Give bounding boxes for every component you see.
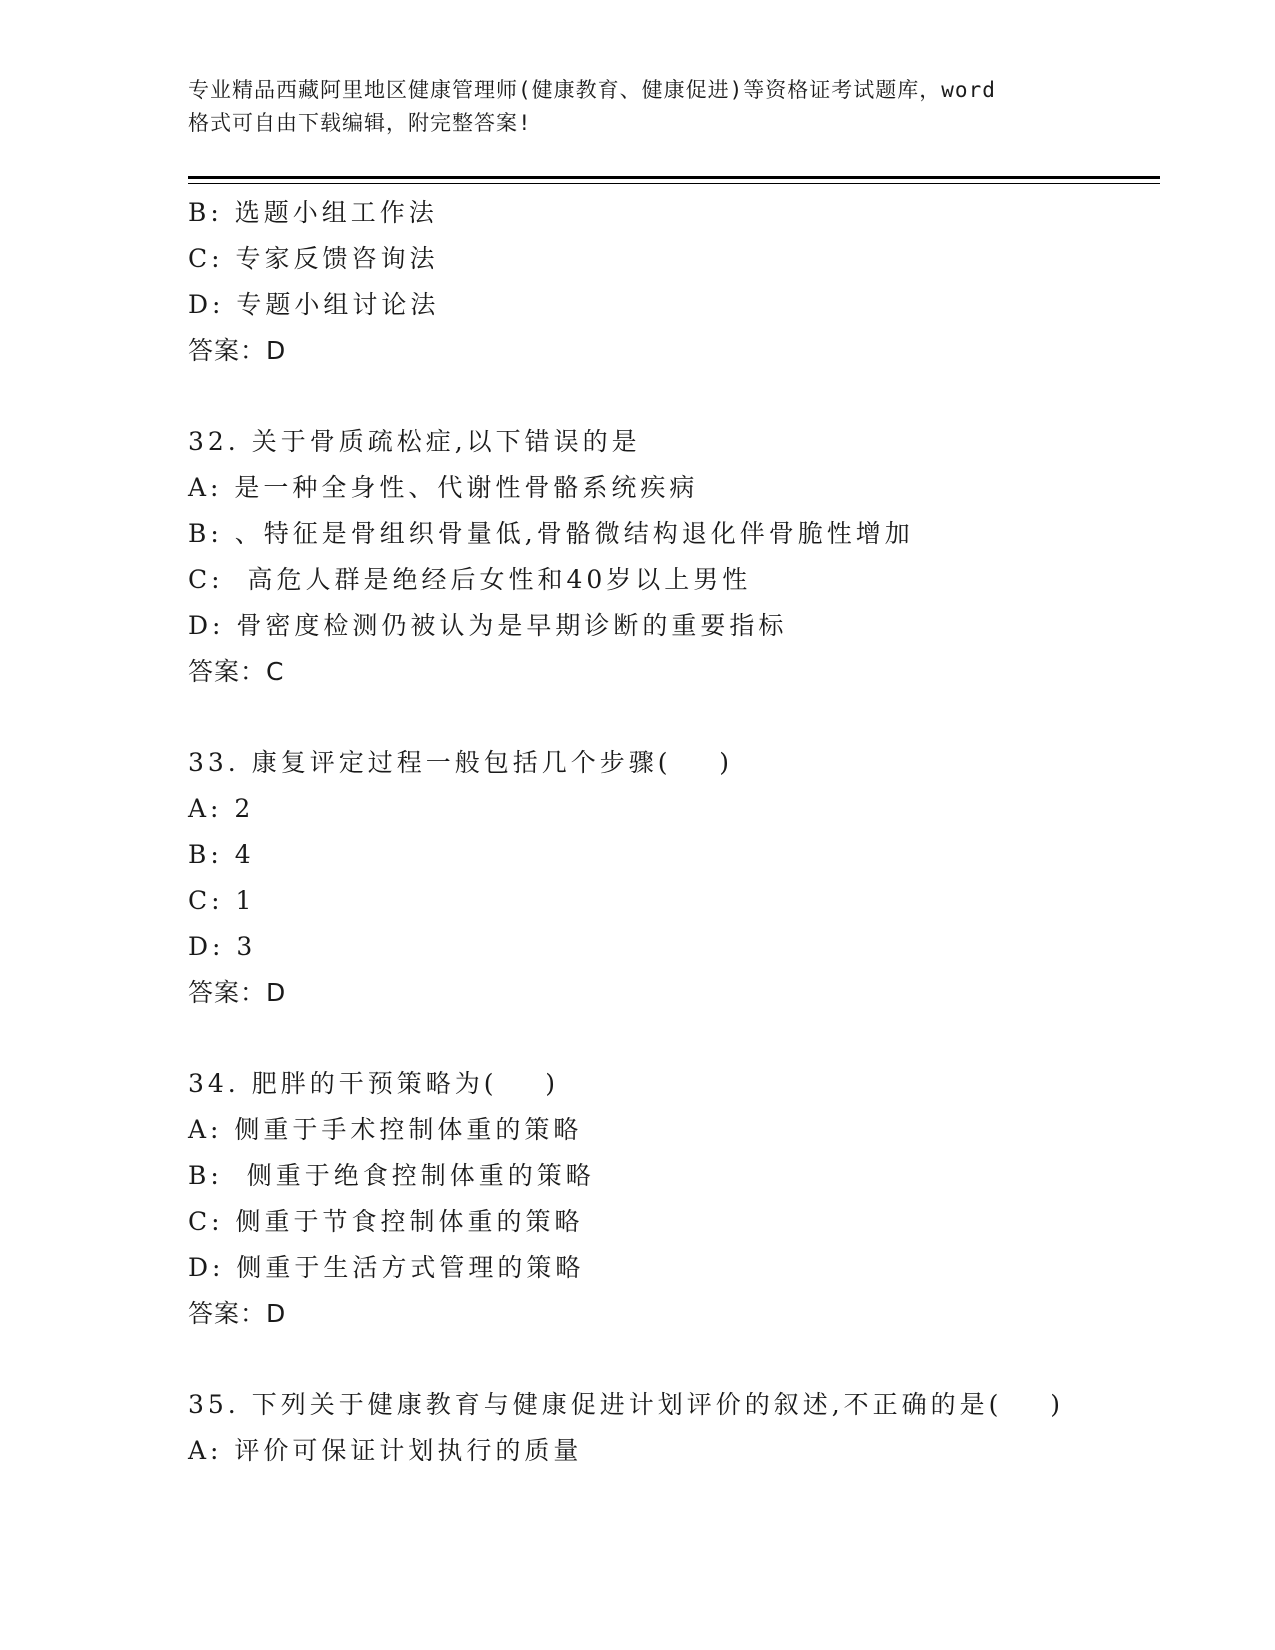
question-stem: 32. 关于骨质疏松症,以下错误的是 [188,427,641,456]
option-d: D: 侧重于生活方式管理的策略 [188,1253,585,1282]
option-c: C: 高危人群是绝经后女性和40岁以上男性 [188,565,752,594]
header-divider-thick [188,176,1160,179]
option-a: A: 是一种全身性、代谢性骨骼系统疾病 [188,473,699,502]
question-34 [188,1061,1148,1337]
spacer [188,374,1148,419]
option-b: B: 侧重于绝食控制体重的策略 [188,1161,595,1190]
answer-line: 答案：D [188,336,287,365]
question-stem: 33. 康复评定过程一般包括几个步骤( ) [188,748,734,777]
option-b: B: 选题小组工作法 [188,198,438,227]
header-divider-thin [188,183,1160,184]
spacer [188,1016,1148,1061]
option-a: A: 2 [188,794,255,823]
answer-line: 答案：D [188,1299,287,1328]
spacer [188,695,1148,740]
document-header [188,74,1088,140]
option-c: C: 侧重于节食控制体重的策略 [188,1207,584,1236]
spacer [188,1337,1148,1382]
option-d: D: 专题小组讨论法 [188,290,440,319]
option-b: B: 4 [188,840,255,869]
option-a: A: 评价可保证计划执行的质量 [188,1436,583,1465]
option-b: B: 、特征是骨组织骨量低,骨骼微结构退化伴骨脆性增加 [188,519,914,548]
answer-line: 答案：D [188,978,287,1007]
question-32 [188,419,1148,695]
option-d: D: 骨密度检测仍被认为是早期诊断的重要指标 [188,611,788,640]
header-line-2: 格式可自由下载编辑，附完整答案! [188,111,532,135]
question-35 [188,1382,1148,1474]
header-line-1: 专业精品西藏阿里地区健康管理师(健康教育、健康促进)等资格证考试题库，word [188,78,996,102]
option-d: D: 3 [188,932,257,961]
answer-line: 答案：C [188,657,285,686]
question-stem: 34. 肥胖的干预策略为( ) [188,1069,559,1098]
option-c: C: 1 [188,886,256,915]
question-stem: 35. 下列关于健康教育与健康促进计划评价的叙述,不正确的是( ) [188,1390,1064,1419]
question-31-continuation [188,190,1148,374]
option-c: C: 专家反馈咨询法 [188,244,439,273]
question-33 [188,740,1148,1016]
question-list [188,190,1148,1474]
option-a: A: 侧重于手术控制体重的策略 [188,1115,583,1144]
